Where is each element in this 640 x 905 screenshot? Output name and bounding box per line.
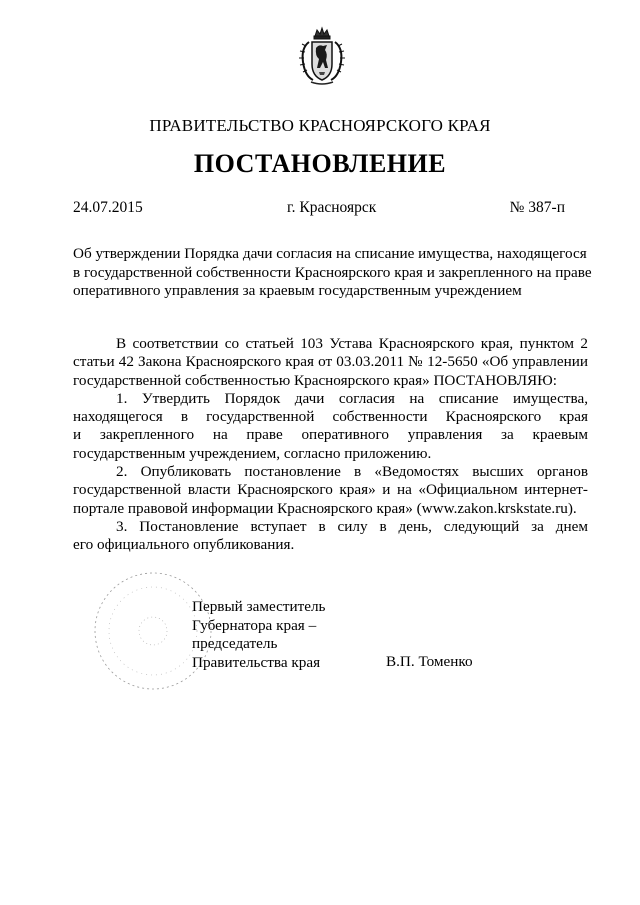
signatory-name: В.П. Томенко — [386, 653, 473, 670]
body-line: государственным учреждением, согласно приложению. — [73, 444, 432, 462]
document-number: № 387-п — [509, 199, 565, 216]
body-line: государственной власти Красноярского края» и на «Официальном интернет- — [73, 481, 588, 499]
subject-line: в государственной собственности Красноярского края и закрепленного на праве — [73, 263, 592, 281]
body-line: В соответствии со статьей 103 Устава Красноярского края, пунктом 2 — [116, 335, 588, 352]
body-line: 3. Постановление вступает в силу в день, следующий за днем — [116, 517, 588, 535]
position-line: Правительства края — [192, 653, 321, 671]
subject-line: оперативного управления за краевым государственным учреждением — [73, 282, 522, 299]
document-city: г. Красноярск — [287, 199, 377, 216]
position-line: Первый заместитель — [192, 598, 326, 615]
issuing-authority: ПРАВИТЕЛЬСТВО КРАСНОЯРСКОГО КРАЯ — [149, 116, 491, 135]
body-line: 2. Опубликовать постановление в «Ведомостях высших органов — [116, 463, 588, 481]
document-subject — [73, 245, 593, 301]
resolution-body — [73, 335, 588, 555]
position-line: Губернатора края – — [192, 616, 317, 634]
signatory-position — [192, 598, 325, 672]
body-line: портале правовой информации Красноярского края» (www.zakon.krskstate.ru). — [73, 499, 577, 517]
subject-line: Об утверждении Порядка дачи согласия на списание имущества, находящегося — [73, 245, 587, 262]
body-line: и закрепленного на праве оперативного управления за краевым — [73, 426, 588, 444]
position-line: председатель — [192, 635, 278, 652]
body-line: государственной собственностью Красноярского края» ПОСТАНОВЛЯЮ: — [73, 371, 557, 389]
body-line: его официального опубликования. — [73, 536, 295, 554]
krasnoyarsk-coat-of-arms-icon — [297, 26, 347, 88]
body-line: находящегося в государственной собственности Красноярского края — [73, 408, 588, 426]
document-type-title: ПОСТАНОВЛЕНИЕ — [193, 149, 447, 178]
body-line: 1. Утвердить Порядок дачи согласия на списание имущества, — [116, 389, 588, 407]
body-line: статьи 42 Закона Красноярского края от 03.03.2011 № 12-5650 «Об управлении — [73, 353, 588, 371]
document-date: 24.07.2015 — [73, 199, 143, 216]
